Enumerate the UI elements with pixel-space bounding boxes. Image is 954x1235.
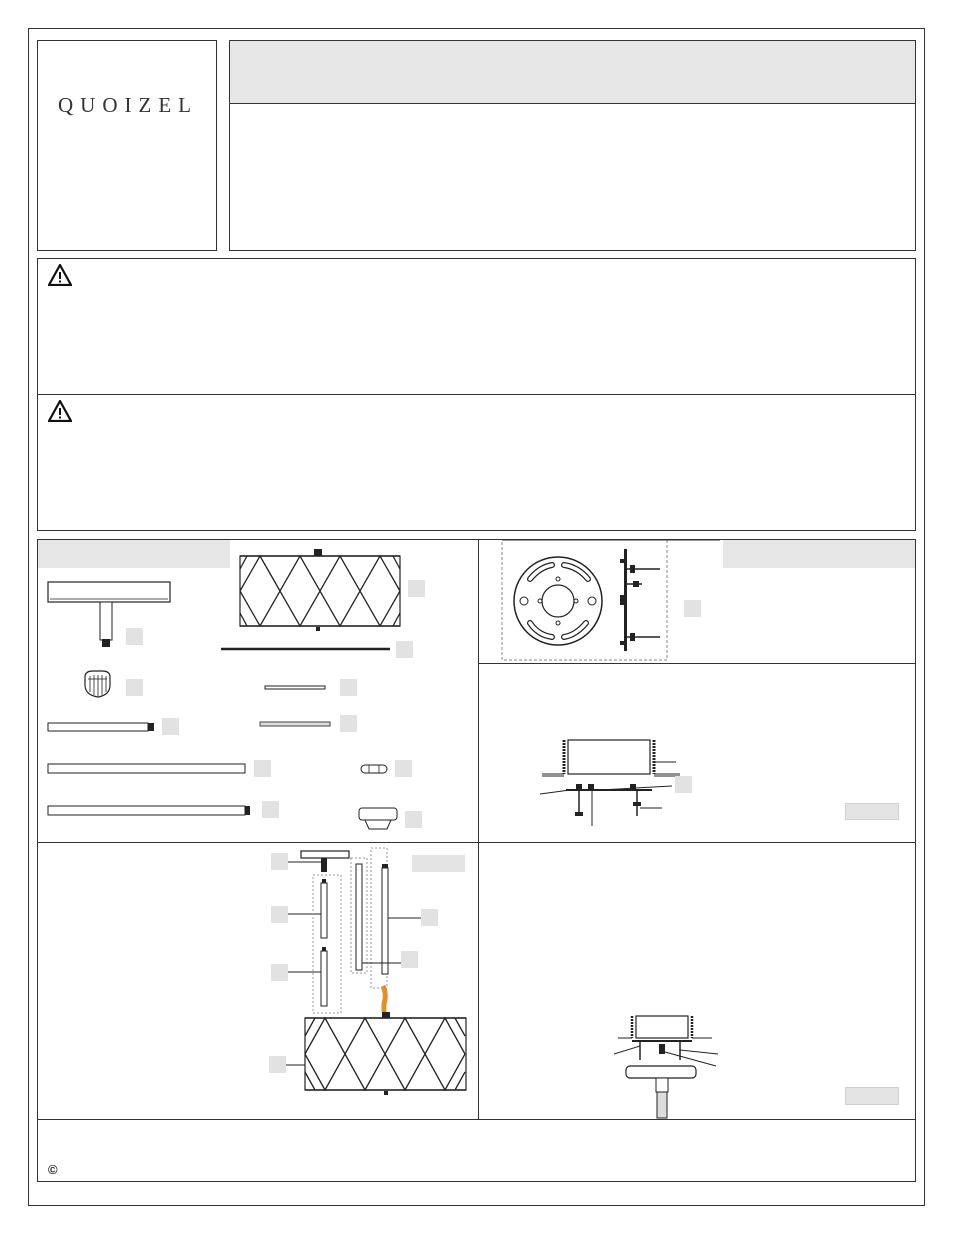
part-tag (254, 760, 271, 777)
brand-logo: QUOIZEL (58, 93, 198, 117)
stem-long-part (48, 764, 245, 773)
finial-knob-part (85, 671, 110, 697)
grid-divider-left (38, 842, 478, 843)
step-label-tag (845, 1087, 899, 1105)
coupling-part (361, 765, 387, 773)
part-tag (340, 715, 357, 732)
logo-panel (37, 40, 217, 251)
hardware-header-bar (723, 540, 915, 568)
warning-divider (38, 394, 915, 395)
copyright-symbol: © (48, 1162, 58, 1177)
warning-triangle-icon (48, 400, 72, 422)
grid-divider-right-2 (478, 842, 915, 843)
shade-part (240, 549, 400, 631)
part-tag (408, 580, 425, 597)
part-tag (396, 641, 413, 658)
cap-nut-part (359, 808, 397, 829)
part-tag (340, 679, 357, 696)
step-ceiling-box-illustration (540, 738, 700, 828)
parts-illustration (38, 545, 478, 840)
stem-threaded-part (48, 806, 250, 815)
grid-divider-footer (38, 1119, 915, 1120)
stem-short-part (48, 723, 154, 731)
title-panel (229, 40, 916, 251)
step-label-tag (845, 803, 899, 820)
warnings-panel (37, 258, 916, 531)
short-bar-part (265, 686, 325, 689)
title-bar (230, 41, 915, 104)
part-tag (126, 628, 143, 645)
part-tag (395, 760, 412, 777)
threaded-bar-part (260, 722, 330, 726)
part-tag (162, 718, 179, 735)
mounting-plate-illustration (500, 539, 720, 664)
part-tag (126, 679, 143, 696)
part-tag (405, 811, 422, 828)
final-mount-illustration (612, 1010, 722, 1120)
grid-divider-vertical (478, 540, 479, 1119)
part-tag (262, 801, 279, 818)
assembly-illustration (265, 846, 475, 1096)
canopy-part (48, 582, 170, 647)
warning-triangle-icon (48, 264, 72, 286)
